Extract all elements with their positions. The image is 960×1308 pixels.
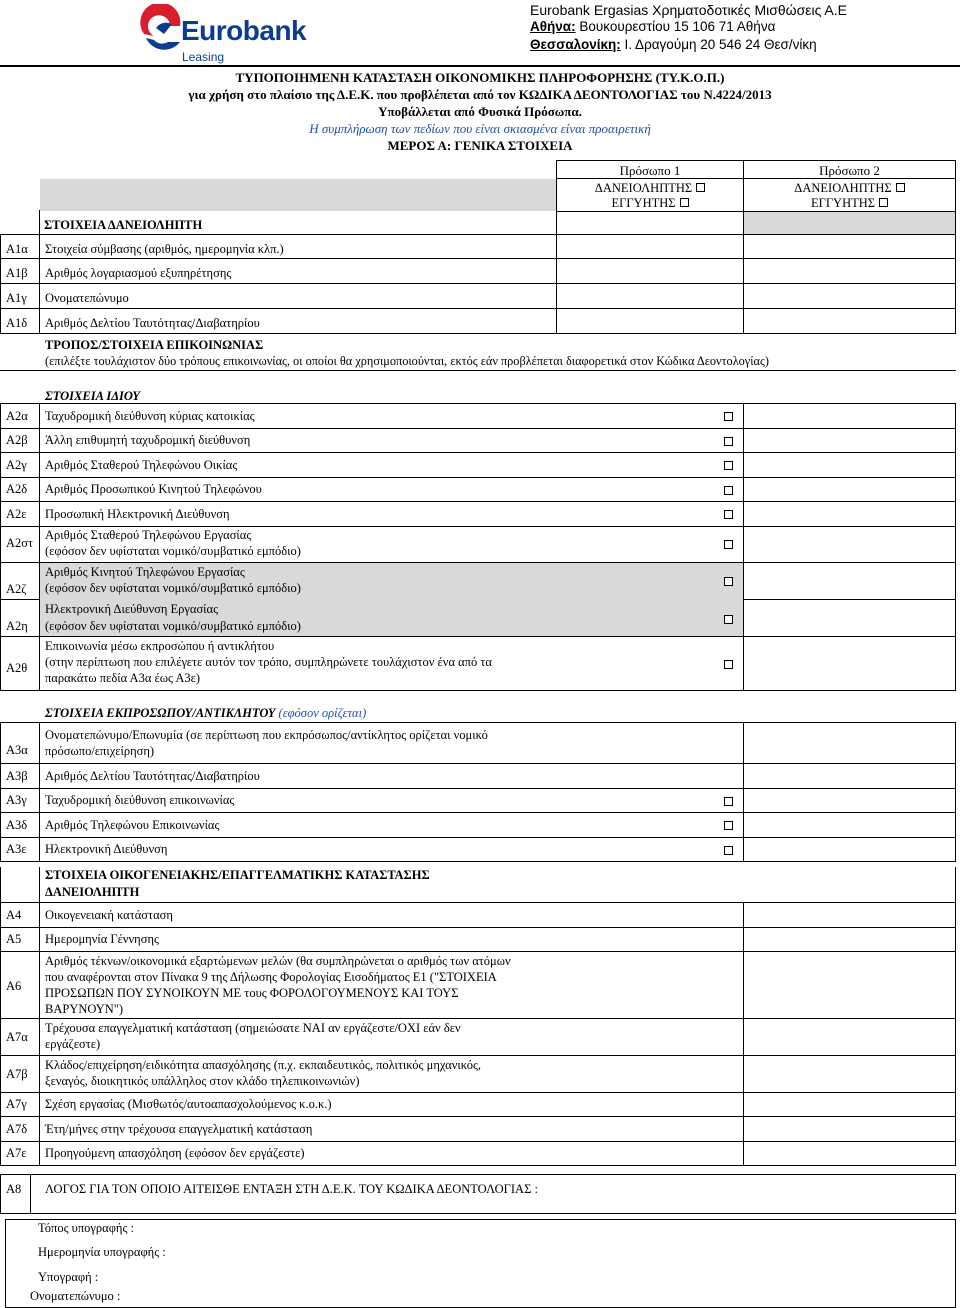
section-a3-title-note: (εφόσον ορίζεται): [275, 706, 367, 720]
row-label: Ονοματεπώνυμο: [45, 291, 129, 305]
borrower-label: ΔΑΝΕΙΟΛΗΠΤΗΣ: [794, 181, 892, 195]
row-code: Α7α: [6, 1030, 28, 1044]
checkbox[interactable]: [724, 660, 733, 669]
checkbox[interactable]: [724, 412, 733, 421]
a8-code: Α8: [6, 1182, 22, 1196]
row-code: Α1α: [6, 242, 28, 256]
row-code: Α2β: [6, 433, 28, 447]
section-a3-title: [45, 706, 366, 721]
row-code: Α2ζ: [6, 582, 27, 596]
row-code: Α7ε: [6, 1146, 27, 1160]
row-label: Αριθμός Σταθερού Τηλεφώνου Εργασίας: [45, 528, 252, 542]
part-a-title: ΜΕΡΟΣ Α: ΓΕΝΙΚΑ ΣΤΟΙΧΕΙΑ: [387, 138, 573, 153]
row-label: Αριθμός Δελτίου Ταυτότητας/Διαβατηρίου: [45, 316, 260, 330]
row-code: Α3β: [6, 769, 28, 783]
row-code: Α4: [6, 908, 22, 922]
form-title: ΤΥΠΟΠΟΙΗΜΕΝΗ ΚΑΤΑΣΤΑΣΗ ΟΙΚΟΝΟΜΙΚΗΣ ΠΛΗΡΟΦΟΡΗΣΗΣ (ΤΥ.Κ.Ο.Π.): [235, 70, 725, 85]
row-label-note: εργάζεστε): [45, 1037, 101, 1051]
row-code: Α5: [6, 932, 22, 946]
row-label: Έτη/μήνες στην τρέχουσα επαγγελματική κατάσταση: [45, 1122, 313, 1136]
company-name: Eurobank Ergasias Χρηματοδοτικές Μισθώσεις Α.Ε: [530, 2, 847, 18]
row-label: Αριθμός Κινητού Τηλεφώνου Εργασίας: [45, 565, 245, 579]
row-label: Σχέση εργασίας (Μισθωτός/αυτοαπασχολούμενος κ.ο.κ.): [45, 1097, 332, 1111]
row-label: Προηγούμενη απασχόληση (εφόσον δεν εργάζεστε): [45, 1146, 305, 1160]
row-code: Α1δ: [6, 316, 28, 330]
row-label: Στοιχεία σύμβασης (αριθμός, ημερομηνία κλπ.): [45, 242, 284, 256]
row-code: Α7δ: [6, 1122, 28, 1136]
row-code: Α2η: [6, 619, 28, 633]
checkbox[interactable]: [724, 486, 733, 495]
logo-sub: Leasing: [182, 50, 225, 64]
row-code: Α7β: [6, 1067, 28, 1081]
row-code: Α6: [6, 979, 22, 993]
logo-brand: Eurobank: [181, 15, 307, 46]
row-label-note: (εφόσον δεν υφίσταται νομικό/συμβατικό εμπόδιο): [45, 619, 301, 633]
row-label-note: (εφόσον δεν υφίσταται νομικό/συμβατικό εμπόδιο): [45, 544, 301, 558]
row-label: Αριθμός Δελτίου Ταυτότητας/Διαβατηρίου: [45, 769, 260, 783]
row-label: Άλλη επιθυμητή ταχυδρομική διεύθυνση: [45, 433, 251, 447]
checkbox[interactable]: [724, 510, 733, 519]
thess-label: Θεσσαλονίκη:: [530, 37, 621, 52]
row-label: Οικογενειακή κατάσταση: [45, 908, 173, 922]
row-label: Ηλεκτρονική Διεύθυνση Εργασίας: [45, 602, 219, 616]
row-label: Κλάδος/επιχείρηση/ειδικότητα απασχόλησης (π.χ. εκπαιδευτικός, πολιτικός μηχανικός,: [45, 1058, 482, 1072]
row-label: Αριθμός Τηλεφώνου Επικοινωνίας: [45, 818, 220, 832]
row-code: Α2γ: [6, 458, 27, 472]
section-a2-title: ΣΤΟΙΧΕΙΑ ΙΔΙΟΥ: [45, 389, 140, 403]
row-label: Επικοινωνία μέσω εκπροσώπου ή αντικλήτου: [45, 639, 275, 653]
form-submitter: Υποβάλλεται από Φυσικά Πρόσωπα.: [378, 104, 582, 119]
athens-label: Αθήνα:: [530, 19, 576, 34]
person-2-guarantor[interactable]: [744, 196, 955, 211]
row-label: Ημερομηνία Γέννησης: [45, 932, 159, 946]
header-rule: [0, 65, 960, 67]
section-a3-title-text: ΣΤΟΙΧΕΙΑ ΕΚΠΡΟΣΩΠΟΥ/ΑΝΤΙΚΛΗΤΟΥ: [45, 706, 276, 720]
row-label: Ονοματεπώνυμο/Επωνυμία (σε περίπτωση που εκπρόσωπος/αντίκλητος ορίζεται νομικό: [45, 728, 488, 742]
row-code: Α2θ: [6, 661, 28, 675]
row-code: Α1γ: [6, 291, 27, 305]
row-code: Α2ε: [6, 507, 27, 521]
row-label: Προσωπική Ηλεκτρονική Διεύθυνση: [45, 507, 230, 521]
row-label-note: (εφόσον δεν υφίσταται νομικό/συμβατικό εμπόδιο): [45, 581, 301, 595]
a8-label: ΛΟΓΟΣ ΓΙΑ ΤΟΝ ΟΠΟΙΟ ΑΙΤΕΙΣΘΕ ΕΝΤΑΞΗ ΣΤΗ Δ.Ε.Κ. ΤΟΥ ΚΩΔΙΚΑ ΔΕΟΝΤΟΛΟΓΙΑΣ :: [45, 1182, 538, 1196]
row-label: Αριθμός λογαριασμού εξυπηρέτησης: [45, 266, 232, 280]
row-code: Α2δ: [6, 482, 28, 496]
row-label-note: ΠΡΟΣΩΠΩΝ ΠΟΥ ΣΥΝΟΙΚΟΥΝ ΜΕ τους ΦΟΡΟΛΟΓΟΥΜΕΝΟΥΣ ΚΑΙ ΤΟΥΣ: [45, 986, 459, 1000]
signature-sign: Υπογραφή :: [38, 1270, 99, 1284]
checkbox[interactable]: [724, 577, 733, 586]
row-label: Αριθμός Σταθερού Τηλεφώνου Οικίας: [45, 458, 238, 472]
row-code: Α2α: [6, 409, 28, 423]
checkbox[interactable]: [724, 461, 733, 470]
checkbox[interactable]: [696, 183, 705, 192]
row-label: Ταχυδρομική διεύθυνση κύριας κατοικίας: [45, 409, 255, 423]
row-code: Α3α: [6, 743, 28, 757]
contact-note: (επιλέξτε τουλάχιστον δύο τρόπους επικοινωνίας, οι οποίοι θα χρησιμοποιούνται, εκτός εάν προβλέπεται διαφορετικά στον Κώδικα Δεοντολογίας): [45, 354, 769, 368]
row-code: Α3ε: [6, 842, 27, 856]
checkbox[interactable]: [724, 846, 733, 855]
row-label: Αριθμός τέκνων/οικονομικά εξαρτώμενων μελών (θα συμπληρώνεται ο αριθμός των ατόμων: [45, 954, 511, 968]
row-label-note: πρόσωπο/επιχείρηση): [45, 744, 155, 758]
row-code: Α3δ: [6, 818, 28, 832]
optional-fields-note: Η συμπλήρωση των πεδίων που είναι σκιασμένα είναι προαιρετική: [309, 121, 651, 136]
form-subtitle: για χρήση στο πλαίσιο της Δ.Ε.Κ. που προβλέπεται από τον ΚΩΔΙΚΑ ΔΕΟΝΤΟΛΟΓΙΑΣ του Ν.4224/2013: [188, 87, 772, 102]
checkbox[interactable]: [724, 437, 733, 446]
company-thessaloniki: [530, 37, 817, 52]
borrower-label: ΔΑΝΕΙΟΛΗΠΤΗΣ: [594, 181, 693, 195]
checkbox[interactable]: [724, 821, 733, 830]
row-label-note: (στην περίπτωση που επιλέγετε αυτόν τον τρόπο, συμπληρώνετε τουλάχιστον ένα από τα: [45, 655, 492, 669]
row-label: Ηλεκτρονική Διεύθυνση: [45, 842, 168, 856]
row-code: Α3γ: [6, 793, 27, 807]
row-label: Αριθμός Προσωπικού Κινητού Τηλεφώνου: [45, 482, 262, 496]
section-a4-title-2: ΔΑΝΕΙΟΛΗΠΤΗ: [45, 885, 140, 899]
guarantor-label: ΕΓΓΥΗΤΗΣ: [611, 196, 676, 210]
row-label-note: παρακάτω πεδία Α3α έως Α3ε): [45, 671, 201, 685]
row-label-note: ξεναγός, διοικητικός υπάλληλος στον κλάδο τηλεπικοινωνιών): [45, 1074, 360, 1088]
guarantor-label: ΕΓΓΥΗΤΗΣ: [810, 196, 876, 210]
checkbox[interactable]: [724, 540, 733, 549]
checkbox[interactable]: [724, 615, 733, 624]
signature-block: [5, 1219, 956, 1308]
signature-date: Ημερομηνία υπογραφής :: [38, 1245, 166, 1259]
row-label-note: ΒΑΡΥΝΟΥΝ"): [45, 1002, 124, 1016]
person-1-guarantor[interactable]: [557, 196, 743, 211]
row-label: Τρέχουσα επαγγελματική κατάσταση (σημειώσατε ΝΑΙ αν εργάζεστε/ΟΧΙ εάν δεν: [45, 1021, 461, 1035]
checkbox[interactable]: [879, 198, 888, 207]
signature-place: Τόπος υπογραφής :: [38, 1221, 135, 1235]
row-label: Ταχυδρομική διεύθυνση επικοινωνίας: [45, 793, 235, 807]
checkbox[interactable]: [896, 183, 905, 192]
checkbox[interactable]: [680, 198, 689, 207]
signature-name: Ονοματεπώνυμο :: [30, 1289, 121, 1303]
athens-address: Βουκουρεστίου 15 106 71 Αθήνα: [575, 19, 776, 34]
person-1-borrower[interactable]: [557, 181, 743, 196]
person-1-header: Πρόσωπο 1: [619, 163, 681, 178]
checkbox[interactable]: [724, 797, 733, 806]
section-a4-title: ΣΤΟΙΧΕΙΑ ΟΙΚΟΓΕΝΕΙΑΚΗΣ/ΕΠΑΓΓΕΛΜΑΤΙΚΗΣ ΚΑΤΑΣΤΑΣΗΣ: [45, 868, 430, 882]
section-a1-title: ΣΤΟΙΧΕΙΑ ΔΑΝΕΙΟΛΗΠΤΗ: [44, 218, 203, 232]
row-label-note: που αναφέρονται στον Πίνακα 9 της Δήλωσης Φορολογίας Εισοδήματος Ε1 ("ΣΤΟΙΧΕΙΑ: [45, 970, 497, 984]
person-2-borrower[interactable]: [744, 181, 955, 196]
thess-address: Ι. Δραγούμη 20 546 24 Θεσ/νίκη: [620, 37, 817, 52]
contact-title: ΤΡΟΠΟΣ/ΣΤΟΙΧΕΙΑ ΕΠΙΚΟΙΝΩΝΙΑΣ: [45, 338, 264, 352]
row-code: Α1β: [6, 266, 28, 280]
row-code: Α7γ: [6, 1097, 27, 1111]
row-code: Α2στ: [6, 536, 34, 550]
person-2-header: Πρόσωπο 2: [819, 163, 880, 178]
company-athens: [530, 19, 775, 34]
